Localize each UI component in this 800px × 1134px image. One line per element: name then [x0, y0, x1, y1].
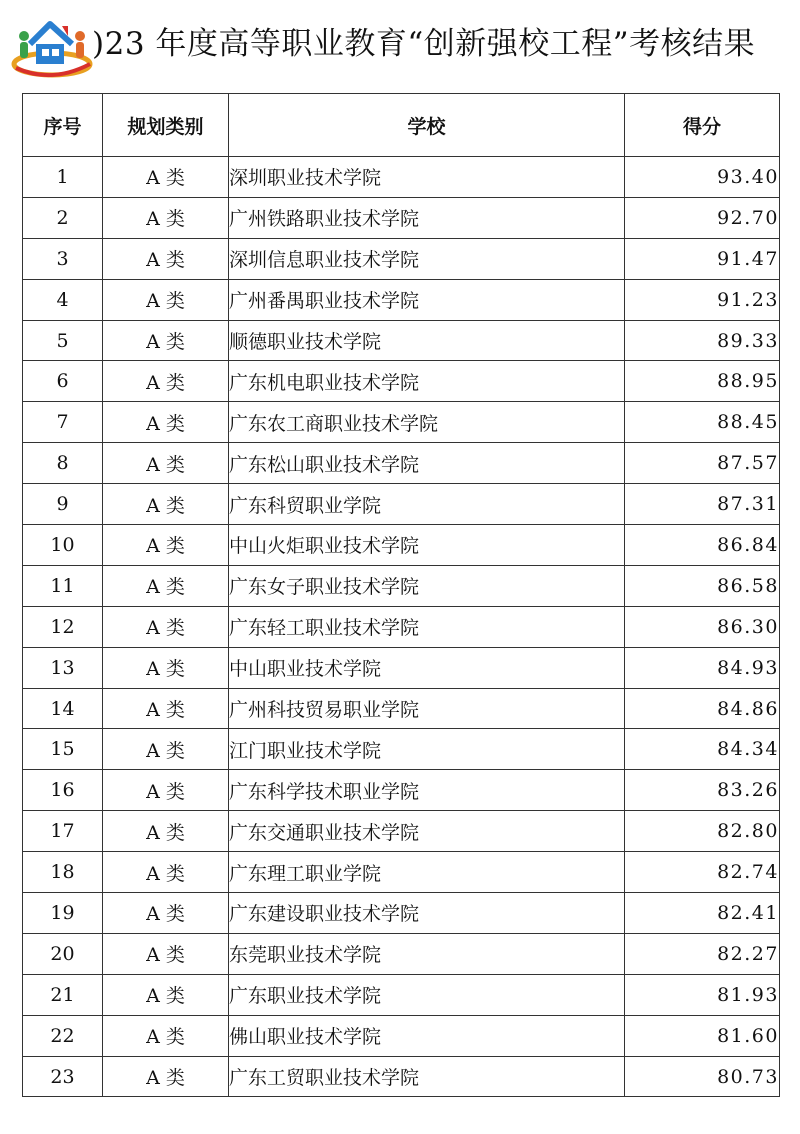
- row-category: A 类: [103, 361, 229, 402]
- row-school: 广东科贸职业学院: [229, 484, 625, 525]
- page-title: )23 年度高等职业教育“创新强校工程”考核结果: [92, 26, 756, 62]
- row-category: A 类: [103, 811, 229, 852]
- column-header-no: 序号: [23, 94, 103, 157]
- row-category: A 类: [103, 238, 229, 279]
- row-score: 82.41: [625, 893, 780, 934]
- row-school: 广东职业技术学院: [229, 974, 625, 1015]
- table-header-row: [23, 94, 780, 157]
- row-category: A 类: [103, 893, 229, 934]
- table-row: [23, 729, 780, 770]
- row-number: 2: [23, 197, 103, 238]
- table-row: [23, 811, 780, 852]
- row-score: 84.93: [625, 647, 780, 688]
- house-family-logo-icon: [10, 14, 94, 82]
- row-category: A 类: [103, 1056, 229, 1097]
- row-category: A 类: [103, 443, 229, 484]
- row-number: 7: [23, 402, 103, 443]
- row-school: 深圳职业技术学院: [229, 157, 625, 198]
- row-category: A 类: [103, 320, 229, 361]
- table-row: [23, 525, 780, 566]
- row-category: A 类: [103, 974, 229, 1015]
- table-row: [23, 565, 780, 606]
- row-score: 92.70: [625, 197, 780, 238]
- row-number: 3: [23, 238, 103, 279]
- table-row: [23, 852, 780, 893]
- row-category: A 类: [103, 525, 229, 566]
- row-number: 21: [23, 974, 103, 1015]
- row-score: 88.45: [625, 402, 780, 443]
- row-category: A 类: [103, 157, 229, 198]
- row-category: A 类: [103, 688, 229, 729]
- row-school: 广东机电职业技术学院: [229, 361, 625, 402]
- row-number: 22: [23, 1015, 103, 1056]
- row-category: A 类: [103, 606, 229, 647]
- row-school: 广州番禺职业技术学院: [229, 279, 625, 320]
- row-score: 80.73: [625, 1056, 780, 1097]
- table-row: [23, 688, 780, 729]
- row-number: 13: [23, 647, 103, 688]
- row-category: A 类: [103, 279, 229, 320]
- row-school: 中山火炬职业技术学院: [229, 525, 625, 566]
- row-number: 23: [23, 1056, 103, 1097]
- table-row: [23, 484, 780, 525]
- row-score: 86.84: [625, 525, 780, 566]
- row-number: 6: [23, 361, 103, 402]
- row-category: A 类: [103, 770, 229, 811]
- row-number: 19: [23, 893, 103, 934]
- row-number: 11: [23, 565, 103, 606]
- row-number: 10: [23, 525, 103, 566]
- row-score: 87.57: [625, 443, 780, 484]
- row-school: 广州铁路职业技术学院: [229, 197, 625, 238]
- row-number: 20: [23, 933, 103, 974]
- row-school: 广东理工职业学院: [229, 852, 625, 893]
- row-category: A 类: [103, 565, 229, 606]
- row-score: 84.34: [625, 729, 780, 770]
- row-number: 17: [23, 811, 103, 852]
- table-body: [23, 157, 780, 1097]
- row-school: 广东松山职业技术学院: [229, 443, 625, 484]
- row-score: 84.86: [625, 688, 780, 729]
- row-school: 广东轻工职业技术学院: [229, 606, 625, 647]
- row-school: 广东工贸职业技术学院: [229, 1056, 625, 1097]
- row-number: 4: [23, 279, 103, 320]
- table-row: [23, 974, 780, 1015]
- row-score: 87.31: [625, 484, 780, 525]
- table-row: [23, 361, 780, 402]
- row-score: 88.95: [625, 361, 780, 402]
- table-row: [23, 402, 780, 443]
- table-row: [23, 647, 780, 688]
- row-score: 82.74: [625, 852, 780, 893]
- row-score: 91.47: [625, 238, 780, 279]
- row-school: 东莞职业技术学院: [229, 933, 625, 974]
- row-number: 15: [23, 729, 103, 770]
- row-score: 82.27: [625, 933, 780, 974]
- table-row: [23, 1056, 780, 1097]
- row-school: 广东女子职业技术学院: [229, 565, 625, 606]
- table-row: [23, 197, 780, 238]
- row-number: 16: [23, 770, 103, 811]
- table-row: [23, 606, 780, 647]
- row-number: 12: [23, 606, 103, 647]
- row-score: 89.33: [625, 320, 780, 361]
- column-header-score: 得分: [625, 94, 780, 157]
- row-school: 广东农工商职业技术学院: [229, 402, 625, 443]
- row-school: 广州科技贸易职业学院: [229, 688, 625, 729]
- row-category: A 类: [103, 197, 229, 238]
- row-number: 8: [23, 443, 103, 484]
- row-score: 83.26: [625, 770, 780, 811]
- table-row: [23, 770, 780, 811]
- table-row: [23, 157, 780, 198]
- row-category: A 类: [103, 647, 229, 688]
- row-school: 佛山职业技术学院: [229, 1015, 625, 1056]
- row-score: 91.23: [625, 279, 780, 320]
- row-school: 广东交通职业技术学院: [229, 811, 625, 852]
- row-number: 14: [23, 688, 103, 729]
- column-header-school: 学校: [229, 94, 625, 157]
- row-score: 82.80: [625, 811, 780, 852]
- table-row: [23, 238, 780, 279]
- row-category: A 类: [103, 852, 229, 893]
- row-score: 81.60: [625, 1015, 780, 1056]
- table-row: [23, 443, 780, 484]
- row-school: 深圳信息职业技术学院: [229, 238, 625, 279]
- row-school: 中山职业技术学院: [229, 647, 625, 688]
- column-header-category: 规划类别: [103, 94, 229, 157]
- table-row: [23, 279, 780, 320]
- row-score: 93.40: [625, 157, 780, 198]
- row-score: 86.30: [625, 606, 780, 647]
- row-school: 广东建设职业技术学院: [229, 893, 625, 934]
- row-school: 江门职业技术学院: [229, 729, 625, 770]
- row-number: 18: [23, 852, 103, 893]
- row-number: 5: [23, 320, 103, 361]
- row-category: A 类: [103, 402, 229, 443]
- table-row: [23, 933, 780, 974]
- table-row: [23, 1015, 780, 1056]
- row-category: A 类: [103, 729, 229, 770]
- row-category: A 类: [103, 484, 229, 525]
- row-score: 86.58: [625, 565, 780, 606]
- row-score: 81.93: [625, 974, 780, 1015]
- row-school: 顺德职业技术学院: [229, 320, 625, 361]
- table-row: [23, 320, 780, 361]
- table-row: [23, 893, 780, 934]
- row-category: A 类: [103, 933, 229, 974]
- row-school: 广东科学技术职业学院: [229, 770, 625, 811]
- row-category: A 类: [103, 1015, 229, 1056]
- row-number: 9: [23, 484, 103, 525]
- row-number: 1: [23, 157, 103, 198]
- results-table: [22, 93, 780, 1097]
